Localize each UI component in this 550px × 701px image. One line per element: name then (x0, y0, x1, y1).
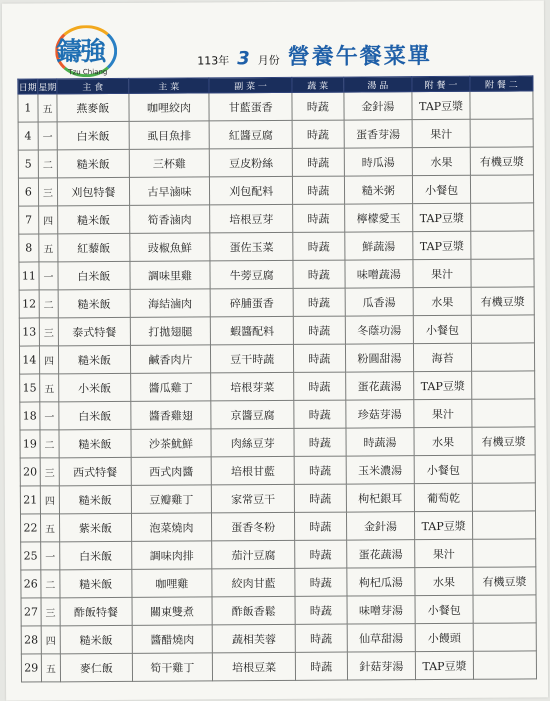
cell-staple: 白米飯 (58, 261, 130, 289)
table-row (21, 651, 536, 682)
table-row (19, 203, 534, 234)
cell-staple: 糙米飯 (57, 149, 129, 177)
cell-side-dish: 絞肉甘藍 (212, 568, 295, 597)
cell-weekday: 一 (40, 542, 60, 570)
cell-staple: 糙米飯 (59, 485, 131, 513)
logo-subtext: Tzu Chiang (68, 68, 108, 77)
cell-vegetable: 時蔬 (292, 120, 344, 148)
cell-staple: 紅藜飯 (58, 233, 130, 261)
school-logo (52, 23, 122, 81)
table-row (18, 147, 533, 178)
menu-paper (2, 0, 548, 700)
header-extra-2: 附 餐 二 (470, 76, 533, 91)
cell-soup: 粉圓甜湯 (345, 344, 414, 372)
cell-date: 12 (19, 290, 39, 318)
cell-extra-1: TAP豆漿 (414, 371, 472, 399)
cell-extra-1: 果汁 (414, 399, 472, 427)
cell-main-dish: 海結滷肉 (130, 289, 211, 317)
cell-date: 1 (18, 94, 38, 122)
table-row (18, 175, 533, 206)
cell-main-dish: 關東雙煮 (132, 597, 213, 625)
cell-side-dish: 蝦醬配料 (211, 316, 294, 345)
cell-soup: 枸杞瓜湯 (346, 568, 415, 596)
cell-extra-1: 小餐包 (413, 315, 471, 343)
cell-extra-1: 果汁 (412, 119, 470, 147)
title-main: 營養午餐菜單 (287, 43, 432, 70)
cell-vegetable: 時蔬 (293, 316, 345, 344)
cell-vegetable: 時蔬 (292, 92, 344, 120)
cell-weekday: 四 (38, 206, 58, 234)
cell-vegetable: 時蔬 (295, 512, 347, 540)
cell-main-dish: 泡菜燒肉 (131, 513, 212, 541)
cell-staple: 刈包特餐 (58, 177, 130, 205)
cell-main-dish: 醬瓜雞丁 (130, 373, 211, 401)
cell-vegetable: 時蔬 (292, 148, 344, 176)
cell-main-dish: 調味肉排 (131, 541, 212, 569)
header-side-dish: 副 菜 一 (209, 77, 292, 93)
cell-side-dish: 培根甘藍 (211, 456, 294, 485)
cell-weekday: 一 (40, 402, 60, 430)
cell-side-dish: 蔬相芙蓉 (213, 624, 296, 653)
cell-extra-1: 海苔 (414, 343, 472, 371)
cell-date: 7 (19, 206, 39, 234)
cell-extra-1: 葡萄乾 (414, 483, 472, 511)
table-row (21, 539, 536, 570)
cell-date: 21 (20, 486, 40, 514)
cell-soup: 檸檬愛玉 (344, 204, 413, 232)
cell-side-dish: 家常豆干 (212, 484, 295, 513)
cell-extra-2 (470, 91, 533, 119)
table-row (20, 511, 535, 542)
header-date: 日期 (18, 79, 38, 94)
cell-extra-1: 水果 (412, 147, 470, 175)
cell-date: 26 (21, 570, 41, 598)
menu-title (197, 39, 432, 71)
cell-staple: 糙米飯 (58, 205, 130, 233)
cell-vegetable: 時蔬 (294, 400, 346, 428)
cell-main-dish: 打拋翅腿 (130, 317, 211, 345)
cell-vegetable: 時蔬 (294, 484, 346, 512)
cell-staple: 麥仁飯 (61, 653, 133, 681)
cell-weekday: 五 (38, 94, 58, 122)
cell-extra-2 (471, 203, 534, 231)
title-month-label: 月份 (257, 53, 280, 68)
cell-soup: 鮮蔬湯 (344, 232, 413, 260)
cell-staple: 糙米飯 (58, 289, 130, 317)
header-extra-1: 附 餐 一 (412, 76, 470, 91)
cell-weekday: 三 (40, 458, 60, 486)
table-row (19, 259, 534, 290)
cell-extra-2 (472, 399, 535, 427)
cell-side-dish: 京醬豆腐 (211, 400, 294, 429)
cell-soup: 糙米粥 (344, 176, 413, 204)
cell-date: 20 (20, 458, 40, 486)
cell-staple: 糙米飯 (60, 569, 132, 597)
cell-main-dish: 咖哩雞 (131, 569, 212, 597)
cell-weekday: 二 (38, 150, 58, 178)
cell-date: 13 (19, 318, 39, 346)
cell-date: 8 (19, 234, 39, 262)
cell-side-dish: 紅醬豆腐 (209, 120, 292, 149)
cell-weekday: 三 (38, 178, 58, 206)
cell-main-dish: 豉椒魚鮮 (129, 233, 210, 261)
cell-extra-1: 水果 (415, 567, 473, 595)
cell-date: 28 (21, 626, 41, 654)
cell-extra-1: 水果 (414, 427, 472, 455)
table-row (18, 91, 533, 122)
cell-side-dish: 豆皮粉絲 (210, 148, 293, 177)
table-row (21, 595, 536, 626)
cell-soup: 針菇芽湯 (347, 652, 416, 680)
cell-extra-2: 有機豆漿 (471, 287, 534, 315)
table-row (19, 287, 534, 318)
cell-soup: 蛋花蔬湯 (345, 372, 414, 400)
cell-extra-1: TAP豆漿 (413, 231, 471, 259)
cell-soup: 枸杞銀耳 (346, 484, 415, 512)
cell-vegetable: 時蔬 (293, 260, 345, 288)
cell-soup: 蛋花蔬湯 (346, 540, 415, 568)
cell-soup: 味噌蔬湯 (345, 260, 414, 288)
table-row (20, 483, 535, 514)
cell-side-dish: 茄汁豆腐 (212, 540, 295, 569)
cell-side-dish: 碎脯蛋香 (210, 288, 293, 317)
cell-date: 11 (19, 262, 39, 290)
cell-soup: 金針湯 (346, 512, 415, 540)
header-weekday: 星期 (38, 79, 58, 94)
title-month-number: 3 (237, 48, 250, 70)
cell-extra-2 (470, 175, 533, 203)
cell-soup: 珍菇芽湯 (345, 400, 414, 428)
cell-side-dish: 牛蒡豆腐 (210, 260, 293, 289)
cell-soup: 時蔬湯 (346, 428, 415, 456)
cell-main-dish: 豆瓣雞丁 (131, 485, 212, 513)
cell-weekday: 一 (38, 122, 58, 150)
table-row (20, 371, 535, 402)
cell-vegetable: 時蔬 (295, 652, 347, 680)
cell-weekday: 五 (38, 234, 58, 262)
cell-staple: 小米飯 (59, 373, 131, 401)
cell-date: 18 (20, 402, 40, 430)
cell-vegetable: 時蔬 (294, 372, 346, 400)
cell-side-dish: 豆干時蔬 (211, 344, 294, 373)
cell-extra-1: 小餐包 (415, 595, 473, 623)
cell-weekday: 二 (39, 290, 59, 318)
cell-soup: 冬蔭功湯 (345, 316, 414, 344)
cell-extra-2 (473, 595, 536, 623)
cell-extra-1: 小饅頭 (415, 623, 473, 651)
cell-extra-2 (473, 623, 536, 651)
cell-side-dish: 培根豆菜 (213, 652, 296, 681)
table-row (19, 315, 534, 346)
cell-extra-2 (473, 651, 536, 679)
cell-date: 6 (18, 178, 38, 206)
cell-staple: 泰式特餐 (58, 317, 130, 345)
cell-side-dish: 培根芽菜 (211, 372, 294, 401)
cell-vegetable: 時蔬 (295, 624, 347, 652)
cell-staple: 白米飯 (59, 401, 131, 429)
cell-main-dish: 三杯雞 (129, 149, 210, 177)
cell-vegetable: 時蔬 (294, 428, 346, 456)
cell-side-dish: 蛋香冬粉 (212, 512, 295, 541)
cell-soup: 玉米濃湯 (346, 456, 415, 484)
cell-weekday: 五 (40, 514, 60, 542)
cell-vegetable: 時蔬 (295, 568, 347, 596)
cell-date: 19 (20, 430, 40, 458)
cell-side-dish: 甘藍蛋香 (209, 92, 292, 121)
cell-date: 25 (21, 542, 41, 570)
cell-weekday: 二 (41, 570, 61, 598)
cell-soup: 金針湯 (344, 92, 413, 120)
cell-extra-2 (471, 259, 534, 287)
cell-main-dish: 咖哩絞肉 (128, 93, 209, 121)
title-year: 113年 (197, 54, 230, 68)
cell-vegetable: 時蔬 (294, 456, 346, 484)
cell-extra-1: 果汁 (415, 539, 473, 567)
cell-extra-2 (473, 511, 536, 539)
cell-weekday: 四 (41, 626, 61, 654)
cell-side-dish: 培根豆芽 (210, 204, 293, 233)
cell-extra-2 (470, 119, 533, 147)
cell-vegetable: 時蔬 (292, 176, 344, 204)
cell-extra-2 (471, 343, 534, 371)
cell-main-dish: 筍香滷肉 (129, 205, 210, 233)
cell-extra-1: TAP豆漿 (415, 511, 473, 539)
cell-date: 15 (20, 374, 40, 402)
cell-date: 4 (18, 122, 38, 150)
cell-vegetable: 時蔬 (295, 540, 347, 568)
cell-staple: 糙米飯 (59, 429, 131, 457)
cell-weekday: 五 (39, 374, 59, 402)
cell-extra-2: 有機豆漿 (473, 567, 536, 595)
cell-main-dish: 古早滷味 (129, 177, 210, 205)
cell-extra-2: 有機豆漿 (472, 427, 535, 455)
cell-extra-1: 果汁 (413, 259, 471, 287)
cell-weekday: 三 (39, 318, 59, 346)
cell-extra-1: TAP豆漿 (415, 651, 473, 679)
cell-weekday: 三 (41, 598, 61, 626)
cell-staple: 糙米飯 (60, 625, 132, 653)
header-main-dish: 主 菜 (128, 78, 209, 93)
cell-main-dish: 虱目魚排 (129, 121, 210, 149)
cell-main-dish: 西式肉醬 (131, 457, 212, 485)
table-row (20, 427, 535, 458)
cell-extra-2 (471, 315, 534, 343)
cell-extra-2 (471, 231, 534, 259)
cell-vegetable: 時蔬 (293, 232, 345, 260)
table-row (21, 567, 536, 598)
cell-main-dish: 醬醋燒肉 (132, 625, 213, 653)
header-staple: 主 食 (57, 78, 128, 93)
cell-main-dish: 醬香雞翅 (130, 401, 211, 429)
cell-extra-1: TAP豆漿 (413, 203, 471, 231)
cell-date: 22 (20, 514, 40, 542)
cell-side-dish: 蛋佐玉菜 (210, 232, 293, 261)
cell-staple: 糙米飯 (59, 345, 131, 373)
cell-staple: 白米飯 (60, 541, 132, 569)
cell-soup: 仙草甜湯 (347, 624, 416, 652)
cell-extra-1: TAP豆漿 (412, 91, 470, 119)
header-vegetable: 蔬 菜 (292, 77, 344, 92)
table-row (19, 231, 534, 262)
cell-date: 29 (21, 654, 41, 682)
cell-main-dish: 調味里雞 (129, 261, 210, 289)
cell-weekday: 五 (41, 654, 61, 682)
cell-main-dish: 筍干雞丁 (132, 653, 213, 681)
cell-staple: 燕麥飯 (57, 93, 129, 121)
cell-date: 27 (21, 598, 41, 626)
cell-date: 5 (18, 150, 38, 178)
table-row (21, 623, 536, 654)
cell-weekday: 二 (40, 430, 60, 458)
lunch-menu-table (17, 75, 537, 682)
cell-soup: 蛋香芽湯 (344, 120, 413, 148)
cell-extra-2 (473, 539, 536, 567)
cell-weekday: 四 (40, 486, 60, 514)
cell-extra-2 (472, 483, 535, 511)
cell-staple: 酢飯特餐 (60, 597, 132, 625)
cell-extra-1: 水果 (413, 287, 471, 315)
cell-staple: 紫米飯 (60, 513, 132, 541)
cell-soup: 味噌芽湯 (347, 596, 416, 624)
logo-text: 鑄強 (56, 37, 105, 68)
cell-staple: 西式特餐 (59, 457, 131, 485)
cell-side-dish: 酢飯香鬆 (212, 596, 295, 625)
cell-side-dish: 刈包配料 (210, 176, 293, 205)
cell-extra-2 (472, 455, 535, 483)
cell-extra-1: 小餐包 (414, 455, 472, 483)
cell-main-dish: 沙茶魷鮮 (131, 429, 212, 457)
cell-weekday: 一 (39, 262, 59, 290)
cell-staple: 白米飯 (57, 121, 129, 149)
cell-extra-2: 有機豆漿 (470, 147, 533, 175)
cell-date: 14 (19, 346, 39, 374)
cell-weekday: 四 (39, 346, 59, 374)
cell-vegetable: 時蔬 (293, 204, 345, 232)
cell-vegetable: 時蔬 (293, 288, 345, 316)
cell-vegetable: 時蔬 (293, 344, 345, 372)
table-row (19, 343, 534, 374)
table-row (18, 119, 533, 150)
cell-side-dish: 肉絲豆芽 (211, 428, 294, 457)
header-soup: 湯 品 (343, 77, 412, 92)
cell-soup: 瓜香湯 (345, 288, 414, 316)
cell-extra-2 (472, 371, 535, 399)
table-row (20, 399, 535, 430)
table-row (20, 455, 535, 486)
cell-vegetable: 時蔬 (295, 596, 347, 624)
cell-extra-1: 小餐包 (413, 175, 471, 203)
cell-soup: 時瓜湯 (344, 148, 413, 176)
cell-main-dish: 鹹香肉片 (130, 345, 211, 373)
